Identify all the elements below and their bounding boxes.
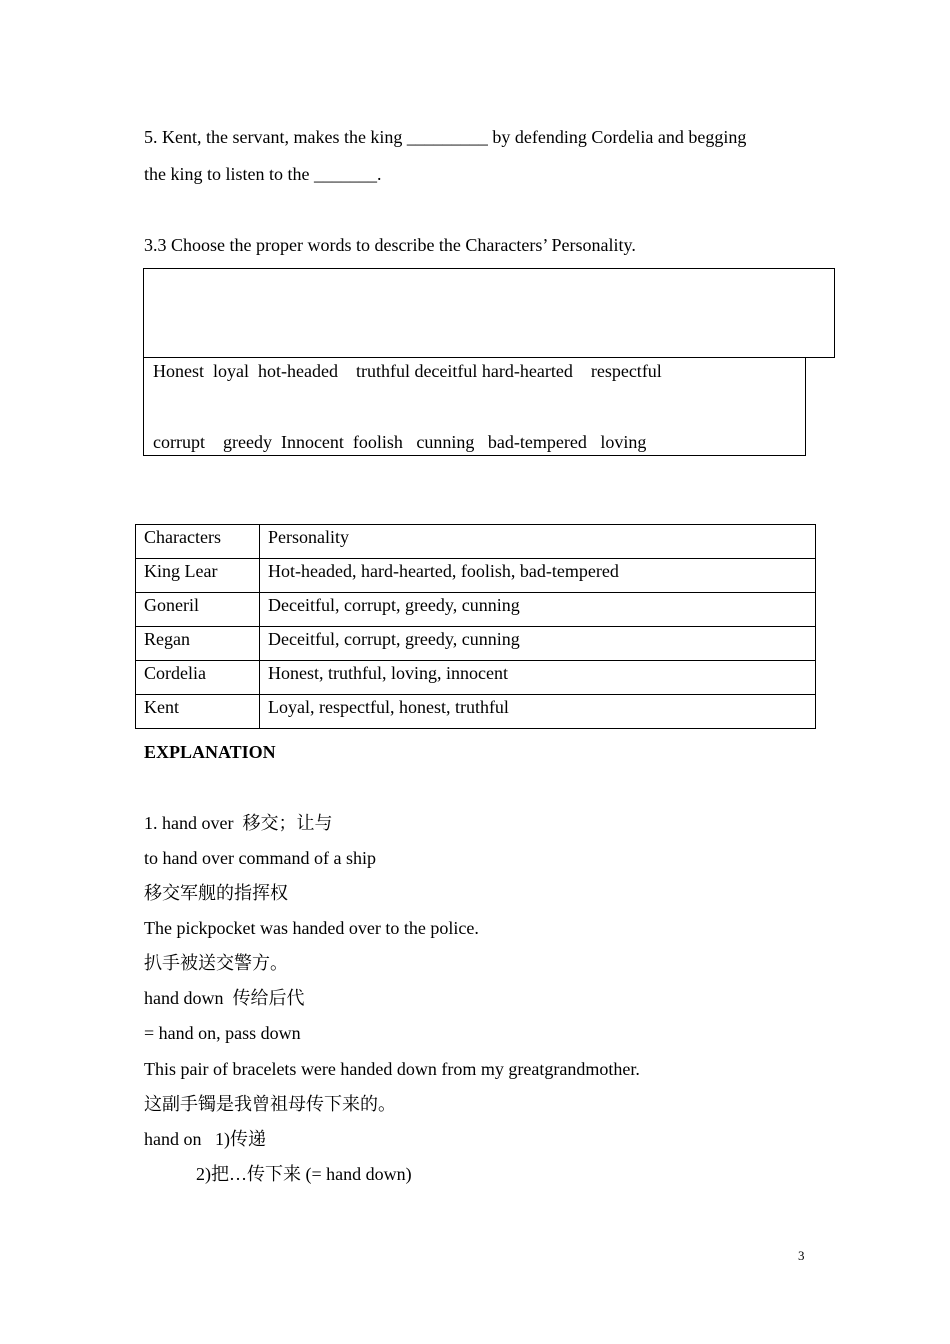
table-row: [136, 593, 816, 627]
personality-cell: Honest, truthful, loving, innocent: [260, 661, 816, 695]
table-row: [136, 559, 816, 593]
character-cell: Kent: [136, 695, 260, 729]
header-personality: Personality: [260, 525, 816, 559]
explanation-line: = hand on, pass down: [144, 1023, 301, 1043]
table-row: [136, 661, 816, 695]
character-cell: King Lear: [136, 559, 260, 593]
word-bank-box: [143, 358, 806, 456]
header-characters: Characters: [136, 525, 260, 559]
explanation-line: hand on 1)传递: [144, 1129, 266, 1149]
explanation-line: 移交军舰的指挥权: [144, 883, 288, 903]
explanation-line: This pair of bracelets were handed down from my greatgrandmother.: [144, 1059, 640, 1079]
word-bank-row-1: Honest loyal hot-headed truthful deceitful hard-hearted respectful: [153, 361, 662, 381]
word-bank-empty-box: [143, 268, 835, 358]
character-cell: Regan: [136, 627, 260, 661]
character-cell: Cordelia: [136, 661, 260, 695]
question-5-line-1: 5. Kent, the servant, makes the king _________ by defending Cordelia and begging: [144, 127, 747, 147]
personality-cell: Deceitful, corrupt, greedy, cunning: [260, 627, 816, 661]
explanation-line: 扒手被送交警方。: [144, 953, 288, 973]
personality-table: [135, 524, 816, 729]
table-row: [136, 627, 816, 661]
explanation-line: 这副手镯是我曾祖母传下来的。: [144, 1094, 396, 1114]
personality-cell: Hot-headed, hard-hearted, foolish, bad-tempered: [260, 559, 816, 593]
explanation-line: to hand over command of a ship: [144, 848, 376, 868]
personality-cell: Loyal, respectful, honest, truthful: [260, 695, 816, 729]
explanation-line: 2)把…传下来 (= hand down): [196, 1164, 412, 1184]
section-heading: 3.3 Choose the proper words to describe the Characters’ Personality.: [144, 235, 636, 255]
word-bank-row-2: corrupt greedy Innocent foolish cunning bad-tempered loving: [153, 432, 647, 452]
explanation-heading: EXPLANATION: [144, 742, 276, 762]
explanation-line: The pickpocket was handed over to the police.: [144, 918, 479, 938]
question-5-line-2: the king to listen to the _______.: [144, 164, 382, 184]
personality-cell: Deceitful, corrupt, greedy, cunning: [260, 593, 816, 627]
page-number: 3: [798, 1248, 805, 1263]
table-row: [136, 695, 816, 729]
explanation-line: hand down 传给后代: [144, 988, 305, 1008]
explanation-line: 1. hand over 移交；让与: [144, 813, 333, 833]
table-header-row: [136, 525, 816, 559]
character-cell: Goneril: [136, 593, 260, 627]
